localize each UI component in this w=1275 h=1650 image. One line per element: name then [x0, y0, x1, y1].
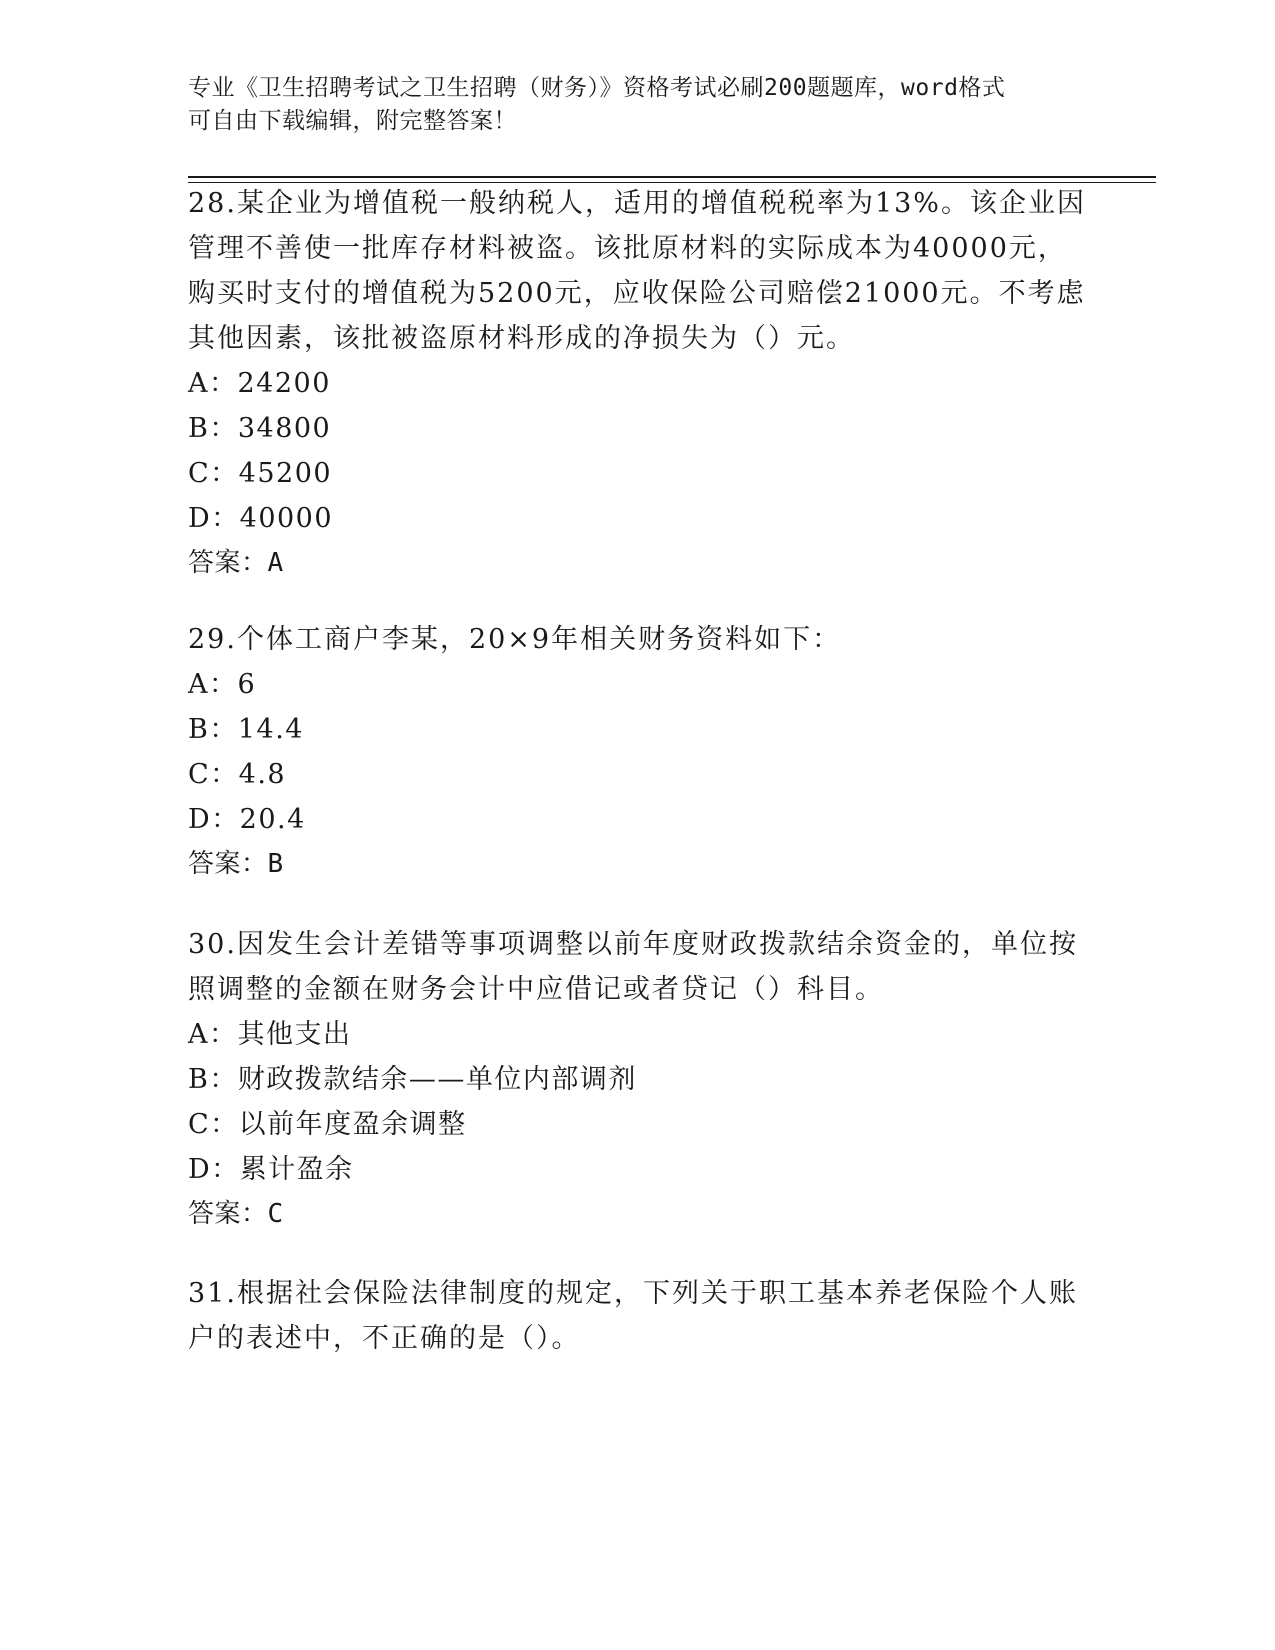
- question-stem-line: 管理不善使一批库存材料被盗。该批原材料的实际成本为40000元，: [188, 233, 1067, 264]
- header-divider-thick: [188, 176, 1156, 178]
- option-a: A：6: [188, 669, 257, 700]
- header-title-line-2: 可自由下载编辑，附完整答案！: [188, 108, 517, 134]
- question-stem-line: 28.某企业为增值税一般纳税人，适用的增值税税率为13%。该企业因: [188, 188, 1086, 219]
- option-b: B：财政拨款结余——单位内部调剂: [188, 1064, 637, 1095]
- question-stem: [188, 1271, 1088, 1361]
- question-29: [188, 617, 1088, 887]
- question-stem-line: 照调整的金额在财务会计中应借记或者贷记（）科目。: [188, 974, 884, 1005]
- option-d: D：20.4: [188, 804, 306, 835]
- question-stem-line: 户的表述中，不正确的是（）。: [188, 1323, 581, 1354]
- option-c: C：45200: [188, 458, 333, 489]
- question-stem-line: 31.根据社会保险法律制度的规定，下列关于职工基本养老保险个人账: [188, 1278, 1078, 1309]
- answer-line: 答案：A: [188, 548, 284, 578]
- option-b: B：34800: [188, 413, 332, 444]
- question-stem-line: 30.因发生会计差错等事项调整以前年度财政拨款结余资金的，单位按: [188, 929, 1078, 960]
- question-stem-line: 购买时支付的增值税为5200元，应收保险公司赔偿21000元。不考虑: [188, 278, 1086, 309]
- option-a: A：24200: [188, 368, 331, 399]
- question-stem-line: 其他因素，该批被盗原材料形成的净损失为（）元。: [188, 323, 855, 354]
- option-d: D：累计盈余: [188, 1154, 354, 1185]
- option-a: A：其他支出: [188, 1019, 352, 1050]
- document-header: [188, 72, 1088, 138]
- question-30: [188, 922, 1088, 1237]
- question-stem: [188, 181, 1088, 361]
- option-c: C：4.8: [188, 759, 287, 790]
- question-28: [188, 181, 1088, 586]
- option-d: D：40000: [188, 503, 334, 534]
- question-stem: [188, 617, 1088, 662]
- answer-line: 答案：C: [188, 1199, 284, 1229]
- question-stem-line: 29.个体工商户李某，20×9年相关财务资料如下：: [188, 624, 842, 655]
- answer-line: 答案：B: [188, 849, 284, 879]
- option-c: C：以前年度盈余调整: [188, 1109, 467, 1140]
- question-31: [188, 1271, 1088, 1361]
- option-b: B：14.4: [188, 714, 304, 745]
- header-title-line-1: 专业《卫生招聘考试之卫生招聘（财务）》资格考试必刷200题题库，word格式: [188, 75, 1006, 101]
- question-stem: [188, 922, 1088, 1012]
